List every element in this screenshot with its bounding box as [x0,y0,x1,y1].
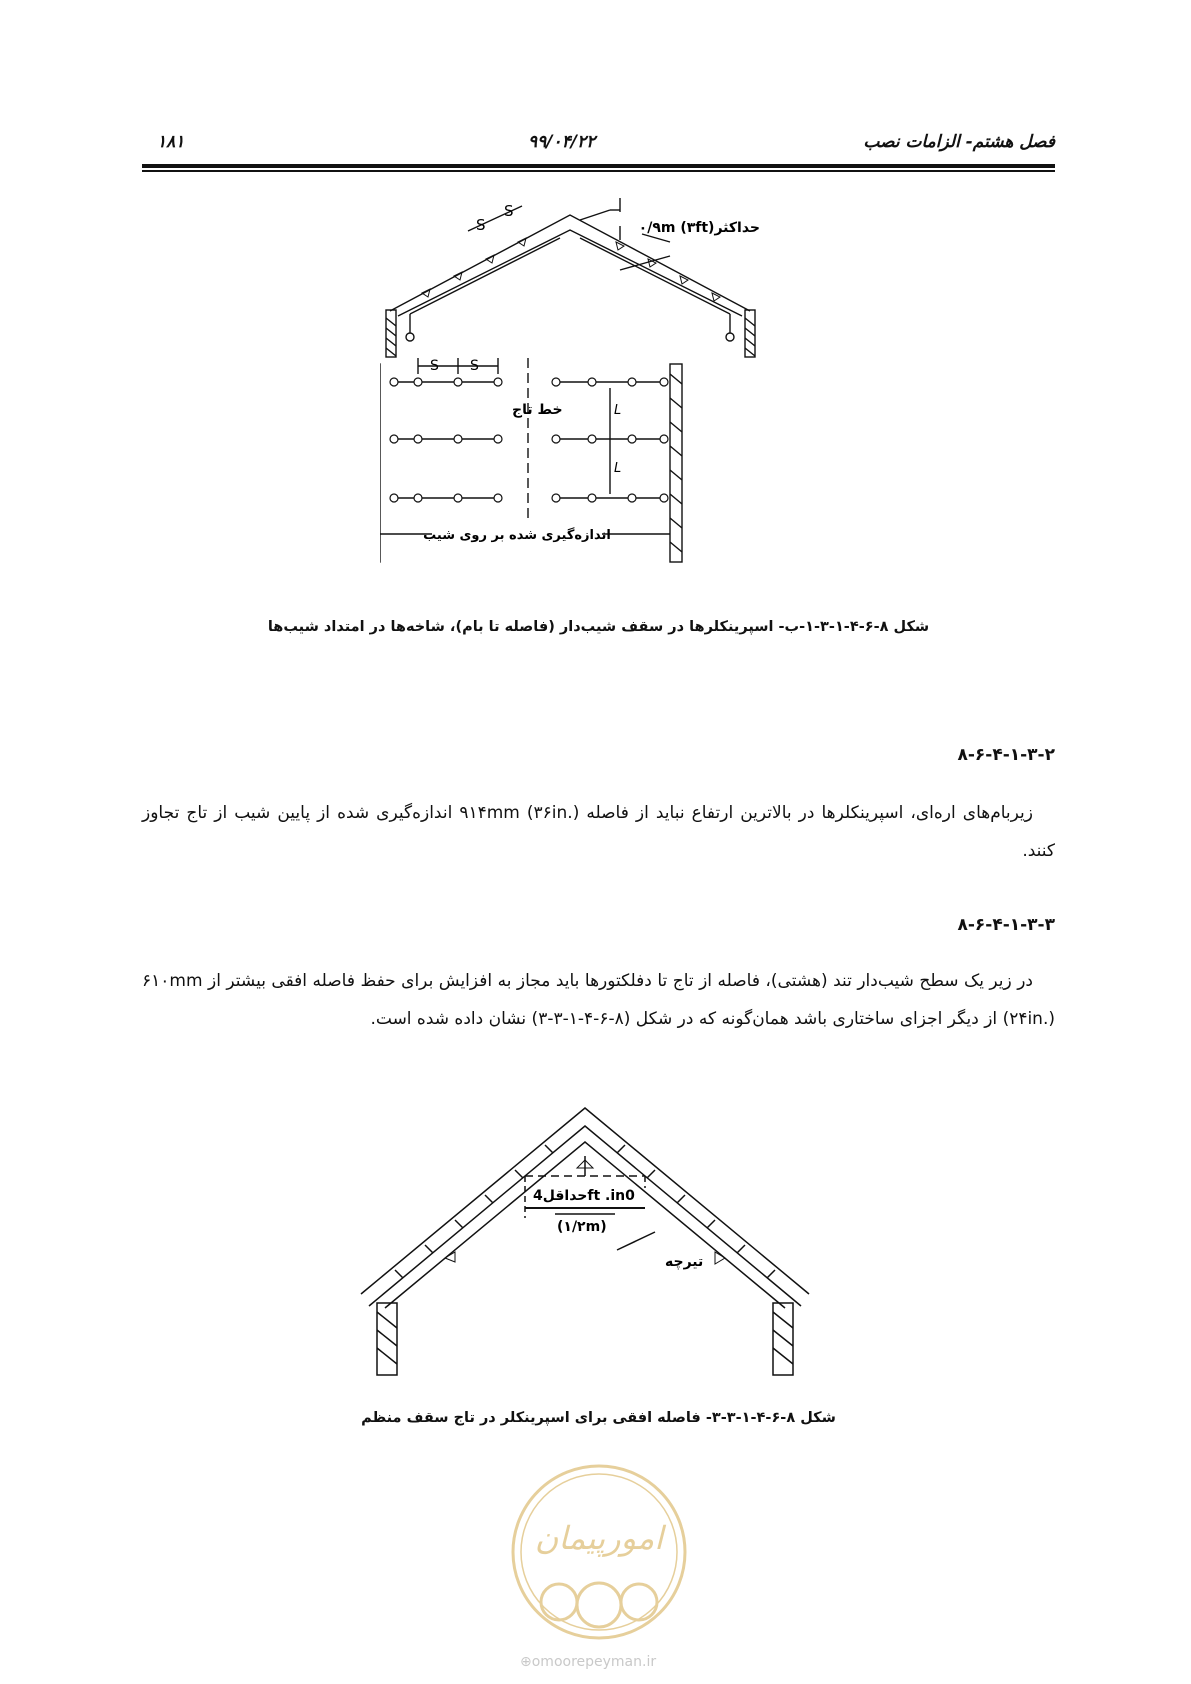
header-rule-thin [142,170,1055,172]
figure-ridge-sprinkler-distance [355,1098,815,1378]
plan-s-label-2: S [470,358,479,374]
globe-icon: ⊕ [520,1654,532,1670]
plan-s-label-1: S [430,358,439,374]
meter-label: (۱/۲m) [557,1219,607,1235]
measured-on-slope-label: اندازه‌گیری شده بر روی شیب [423,528,611,543]
header-date: ۹۹/۰۴/۲۲ [528,132,596,152]
max-distance-label: حداکثر۰/۹m (۳ft) [638,220,760,236]
figure-sloped-ceiling-sprinklers [380,198,780,612]
figure1-caption: شکل ۸-۶-۴-۱-۳-۱-ب- اسپرینکلرها در سقف شیب‌دار (فاصله تا بام)، شاخه‌ها در امتداد شیب‌ها [267,619,930,635]
figure2-caption: شکل ۸-۶-۴-۱-۳-۳- فاصله افقی برای اسپرینکلر در تاج سقف منظم [361,1410,836,1426]
watermark-logo [504,1457,694,1647]
s-label-1: S [476,216,486,234]
header-rule [142,164,1055,168]
section-paragraph: در زیر یک سطح شیب‌دار تند (هشتی)، فاصله از تاج تا دفلکتورها باید مجاز به افزایش برای حفظ فاصله افقی بیشتر از ۶۱۰mm (۲۴in.) از دیگر اجزای ساختاری باشد همان‌گونه که در شکل (۸-۶-۴-۱-۳-۳) نشان داده شده است. [142,971,1055,1029]
watermark-url-text: omoorepeyman.ir [531,1654,657,1670]
s-label-2: S [504,202,514,220]
section-number: ۸-۶-۴-۱-۳-۳ [957,915,1055,935]
joist-label: تیرچه [665,1254,704,1270]
section-number: ۸-۶-۴-۱-۳-۲ [957,745,1055,765]
chapter-title: فصل هشتم- الزامات نصب [863,132,1055,152]
crown-line-label: خط تاج [512,402,563,418]
min-distance-label: حداقل4ft .in0 [533,1188,635,1204]
section-paragraph: زیربام‌های اره‌ای، اسپرینکلرها در بالاترین ارتفاع نباید از فاصله ۹۱۴mm (۳۶in.) اندازه‌گیری شده از پایین شیب از تاج تجاوز کنند. [142,803,1055,861]
page-number: ۱۸۱ [157,132,185,152]
watermark-logo-text: امورپیمان [534,1519,664,1557]
watermark-url [520,1654,656,1670]
l-label-1: L [614,403,622,418]
l-label-2: L [614,461,622,476]
